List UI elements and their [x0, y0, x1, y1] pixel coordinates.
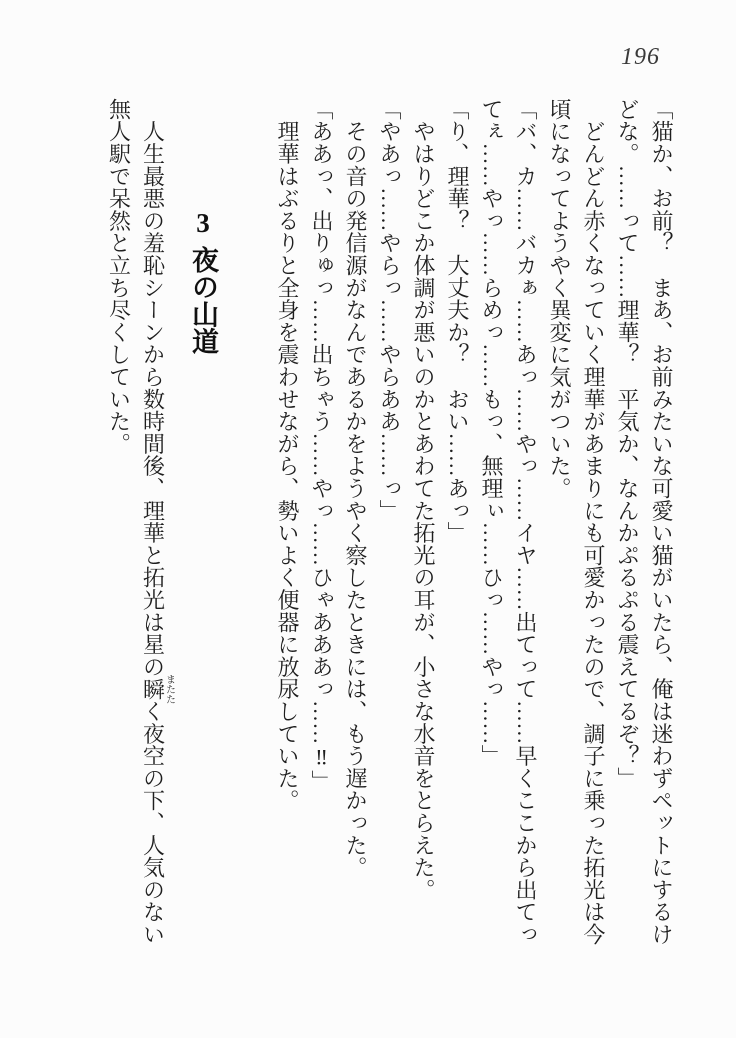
text-line: 「り、理華？ 大丈夫か？ おい……あっ」 [445, 98, 470, 544]
text-line: 無人駅で呆然と立ち尽くしていた。 [106, 98, 132, 455]
text-line: 「ああっ、出りゅっ……出ちゃう……やっ……ひゃあああっ……‼」 [309, 98, 334, 793]
ruby-base: 瞬 [140, 673, 166, 704]
ruby-text: またた [163, 673, 175, 704]
text-segment: く夜空の下、人気のない [140, 700, 166, 946]
ruby-annotation [140, 673, 175, 704]
text-line: 「やあっ……やらっ……やらああ……っ」 [377, 98, 402, 522]
text-line: その音の発信源がなんであるかをようやく察したときには、もう遅かった。 [343, 98, 368, 879]
text-line: どんどん赤くなっていく理華があまりにも可愛かったので、調子に乗った拓光は今 [581, 98, 606, 946]
text-line: 「バ、カ……バカぁ……あっ……やっ……イヤ……出てって……早くここから出てっ [513, 98, 538, 946]
text-line [136, 98, 175, 950]
section-title: 夜の山道 [188, 246, 218, 356]
text-line: 頃になってようやく異変に気がついた。 [547, 98, 572, 500]
section-number: 3 [188, 208, 218, 239]
page-number: 196 [621, 44, 660, 70]
text-line: 「猫か、お前？ まあ、お前みたいな可愛い猫がいたら、俺は迷わずペットにするけ [649, 98, 674, 946]
text-block [102, 98, 679, 950]
text-line: どな。……って……理華？ 平気か、なんかぷるぷる震えてるぞ？」 [615, 98, 640, 790]
text-line: てぇ……やっ……らめっ……もっ、無理ぃ……ひっ……やっ……」 [479, 98, 504, 767]
text-line: やはりどこか体調が悪いのかとあわてた拓光の耳が、小さな水音をとらえた。 [411, 98, 436, 901]
text-line: 理華はぶるりと全身を震わせながら、勢いよく便器に放尿していた。 [275, 98, 300, 812]
text-segment: 人生最悪の羞恥シーンから数時間後、理華と拓光は星の [140, 98, 166, 678]
section-header [186, 98, 220, 950]
